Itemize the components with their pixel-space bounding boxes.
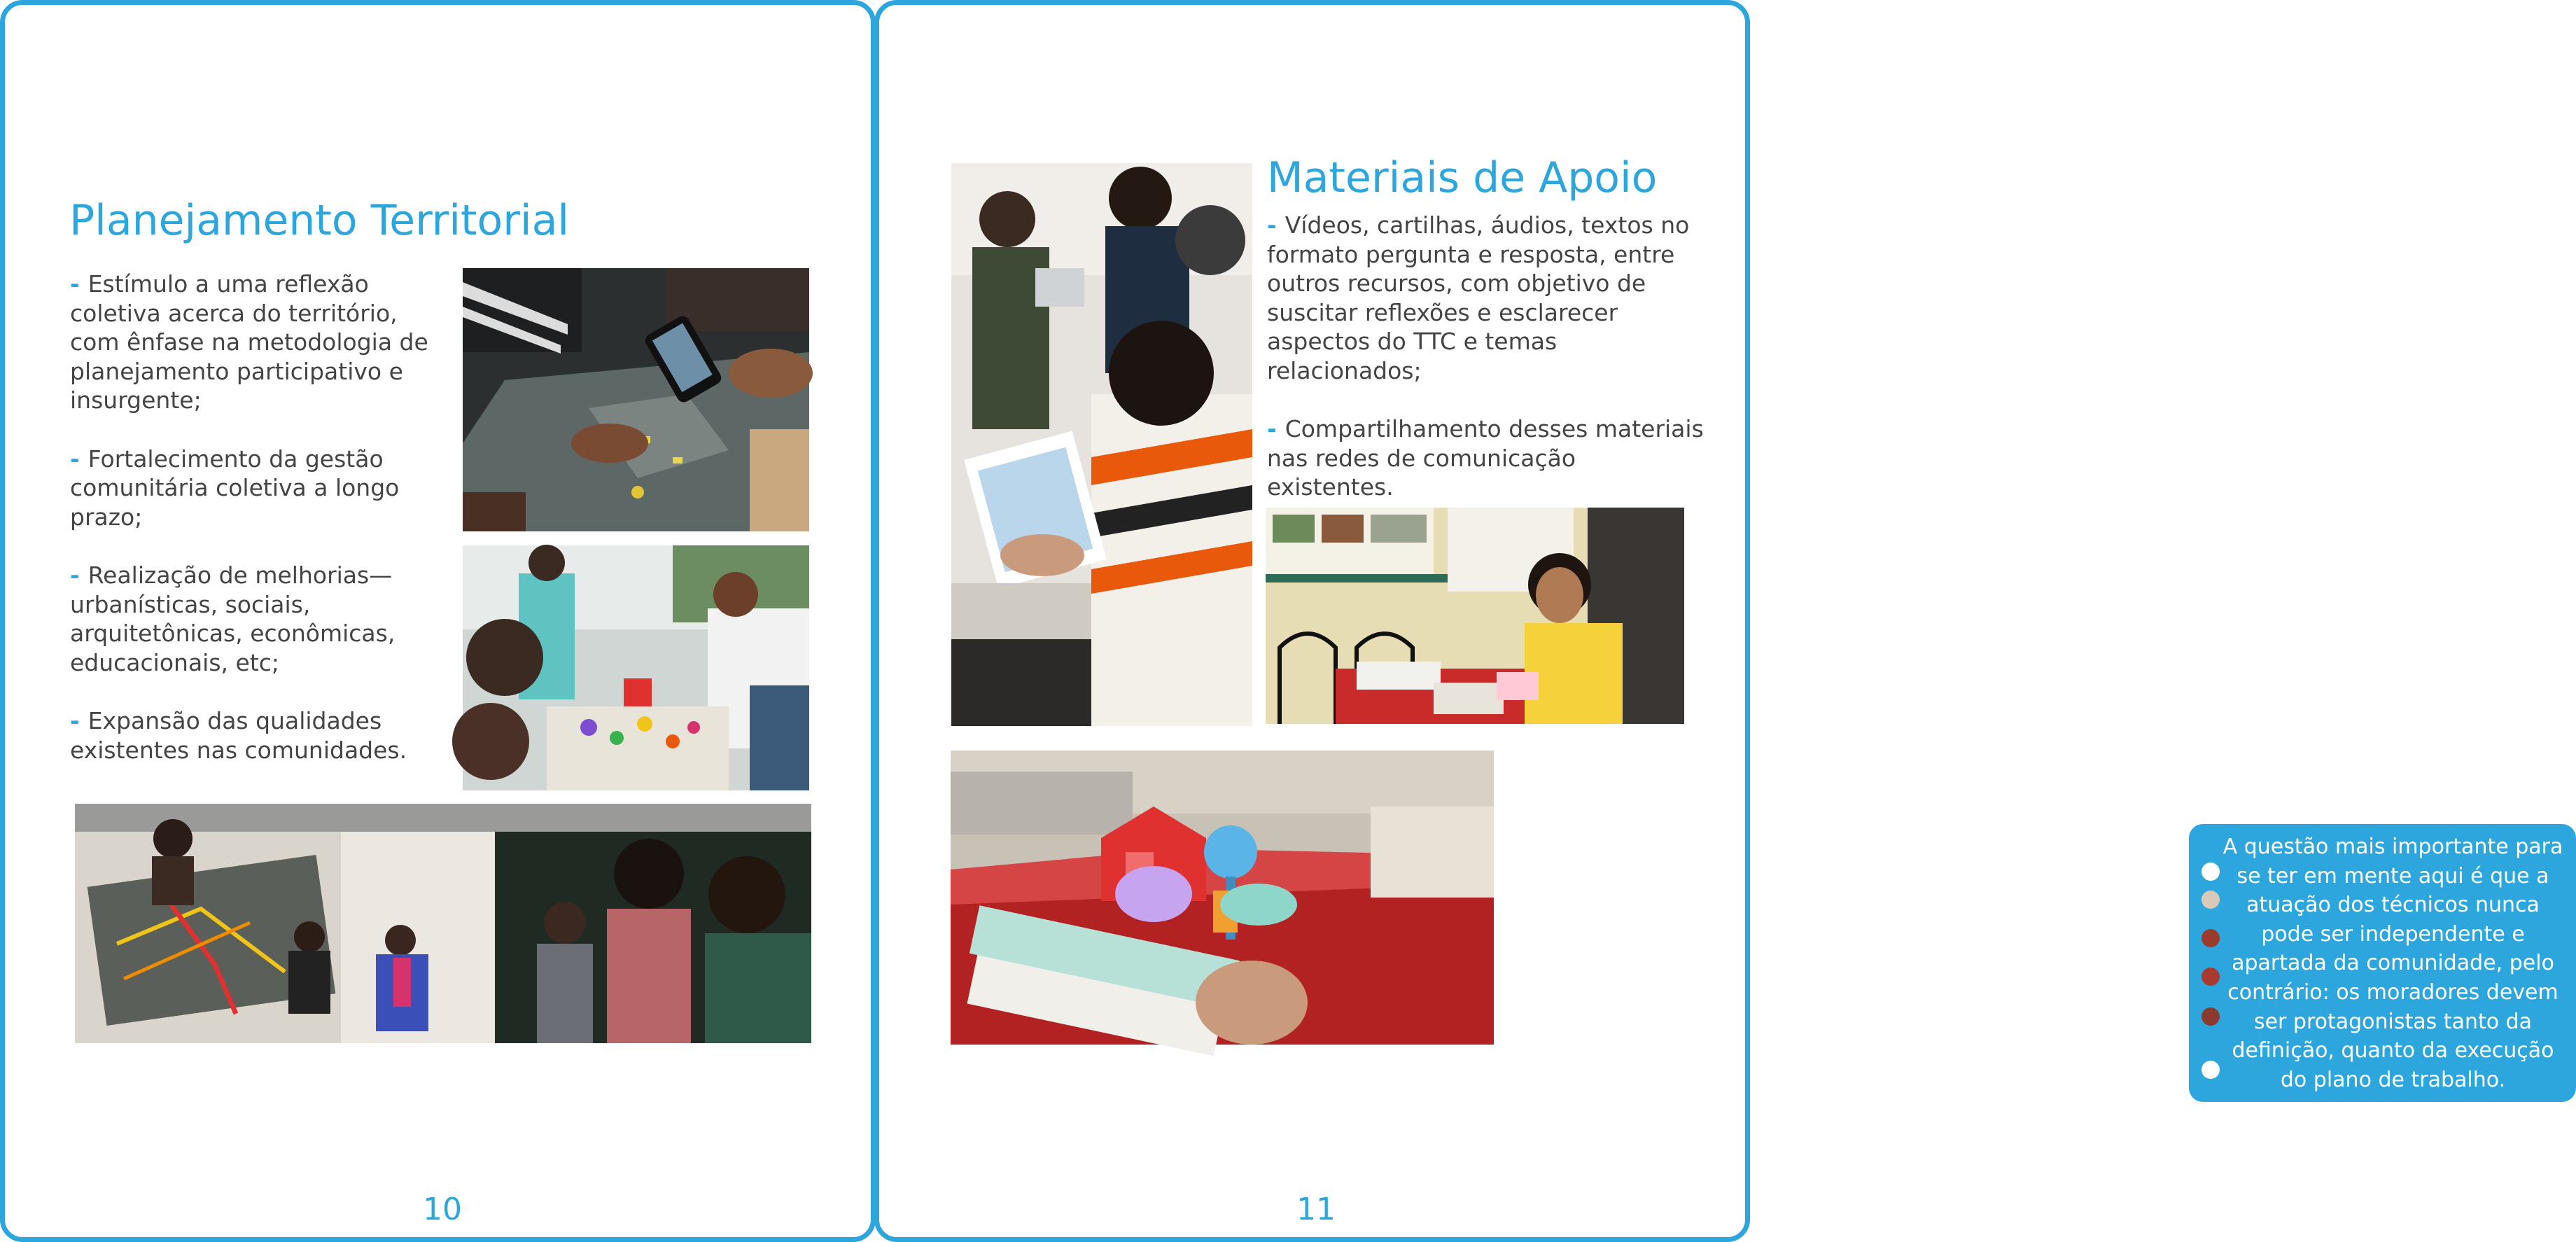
page-title: Planejamento Territorial bbox=[69, 196, 570, 245]
bullet-text: Realização de melhorias— urbanísticas, sociais, arquitetônicas, econômicas, educacionais, etc; bbox=[70, 561, 396, 676]
bullet-item bbox=[70, 270, 434, 415]
bullet-dash: - bbox=[70, 270, 80, 298]
bullet-item bbox=[1267, 414, 1704, 502]
right-page bbox=[874, 0, 2563, 1242]
binder-hole bbox=[2202, 929, 2220, 947]
bullet-dash: - bbox=[1267, 211, 1277, 239]
bullet-text: Fortalecimento da gestão comunitária coletiva a longo prazo; bbox=[70, 445, 400, 531]
bullet-list bbox=[70, 270, 434, 765]
left-page bbox=[0, 0, 876, 1242]
bullet-list bbox=[1267, 211, 1704, 502]
bullet-item bbox=[1267, 211, 1704, 386]
photo-reading-booklets bbox=[951, 163, 1252, 726]
binder-hole bbox=[2202, 968, 2220, 986]
photo-street-workshop bbox=[463, 545, 809, 790]
page-number: 11 bbox=[1296, 1192, 1336, 1227]
bullet-item bbox=[70, 706, 434, 765]
binder-hole bbox=[2202, 1007, 2220, 1026]
bullet-dash: - bbox=[1267, 415, 1277, 443]
bullet-item bbox=[70, 445, 434, 532]
bullet-dash: - bbox=[70, 561, 80, 589]
binder-hole bbox=[2202, 1061, 2220, 1079]
callout-box bbox=[2189, 824, 2576, 1102]
photo-popup-booklet bbox=[951, 751, 1494, 1045]
bullet-dash: - bbox=[70, 706, 80, 734]
bullet-text: Compartilhamento desses materiais nas redes de comunicação existentes. bbox=[1267, 415, 1704, 501]
binder-hole bbox=[2202, 891, 2220, 909]
photo-community-presentation bbox=[75, 804, 811, 1043]
bullet-item bbox=[70, 561, 434, 677]
bullet-dash: - bbox=[70, 445, 80, 473]
bullet-text: Vídeos, cartilhas, áudios, textos no formato pergunta e resposta, entre outros recursos, com objetivo de suscitar reflexões e esclarecer aspectos do TTC e temas relacionados; bbox=[1267, 211, 1690, 384]
bullet-text: Estímulo a uma reflexão coletiva acerca do território, com ênfase na metodologia de planejamento participativo e insurgente; bbox=[70, 270, 428, 414]
photo-map-workshop bbox=[463, 268, 809, 531]
binder-hole bbox=[2202, 863, 2220, 881]
page-title: Materiais de Apoio bbox=[1267, 153, 1658, 202]
callout-text: A questão mais importante para se ter em mente aqui é que a atuação dos técnicos nunca pode ser independente e apartada da comunidade, pelo contrário: os moradores devem ser protagonistas tanto da definição, quanto da execução do plano de trabalho. bbox=[2222, 835, 2563, 1092]
bullet-text: Expansão das qualidades existentes nas comunidades. bbox=[70, 706, 407, 764]
photo-materials-table bbox=[1266, 508, 1684, 724]
page-number: 10 bbox=[423, 1192, 462, 1227]
